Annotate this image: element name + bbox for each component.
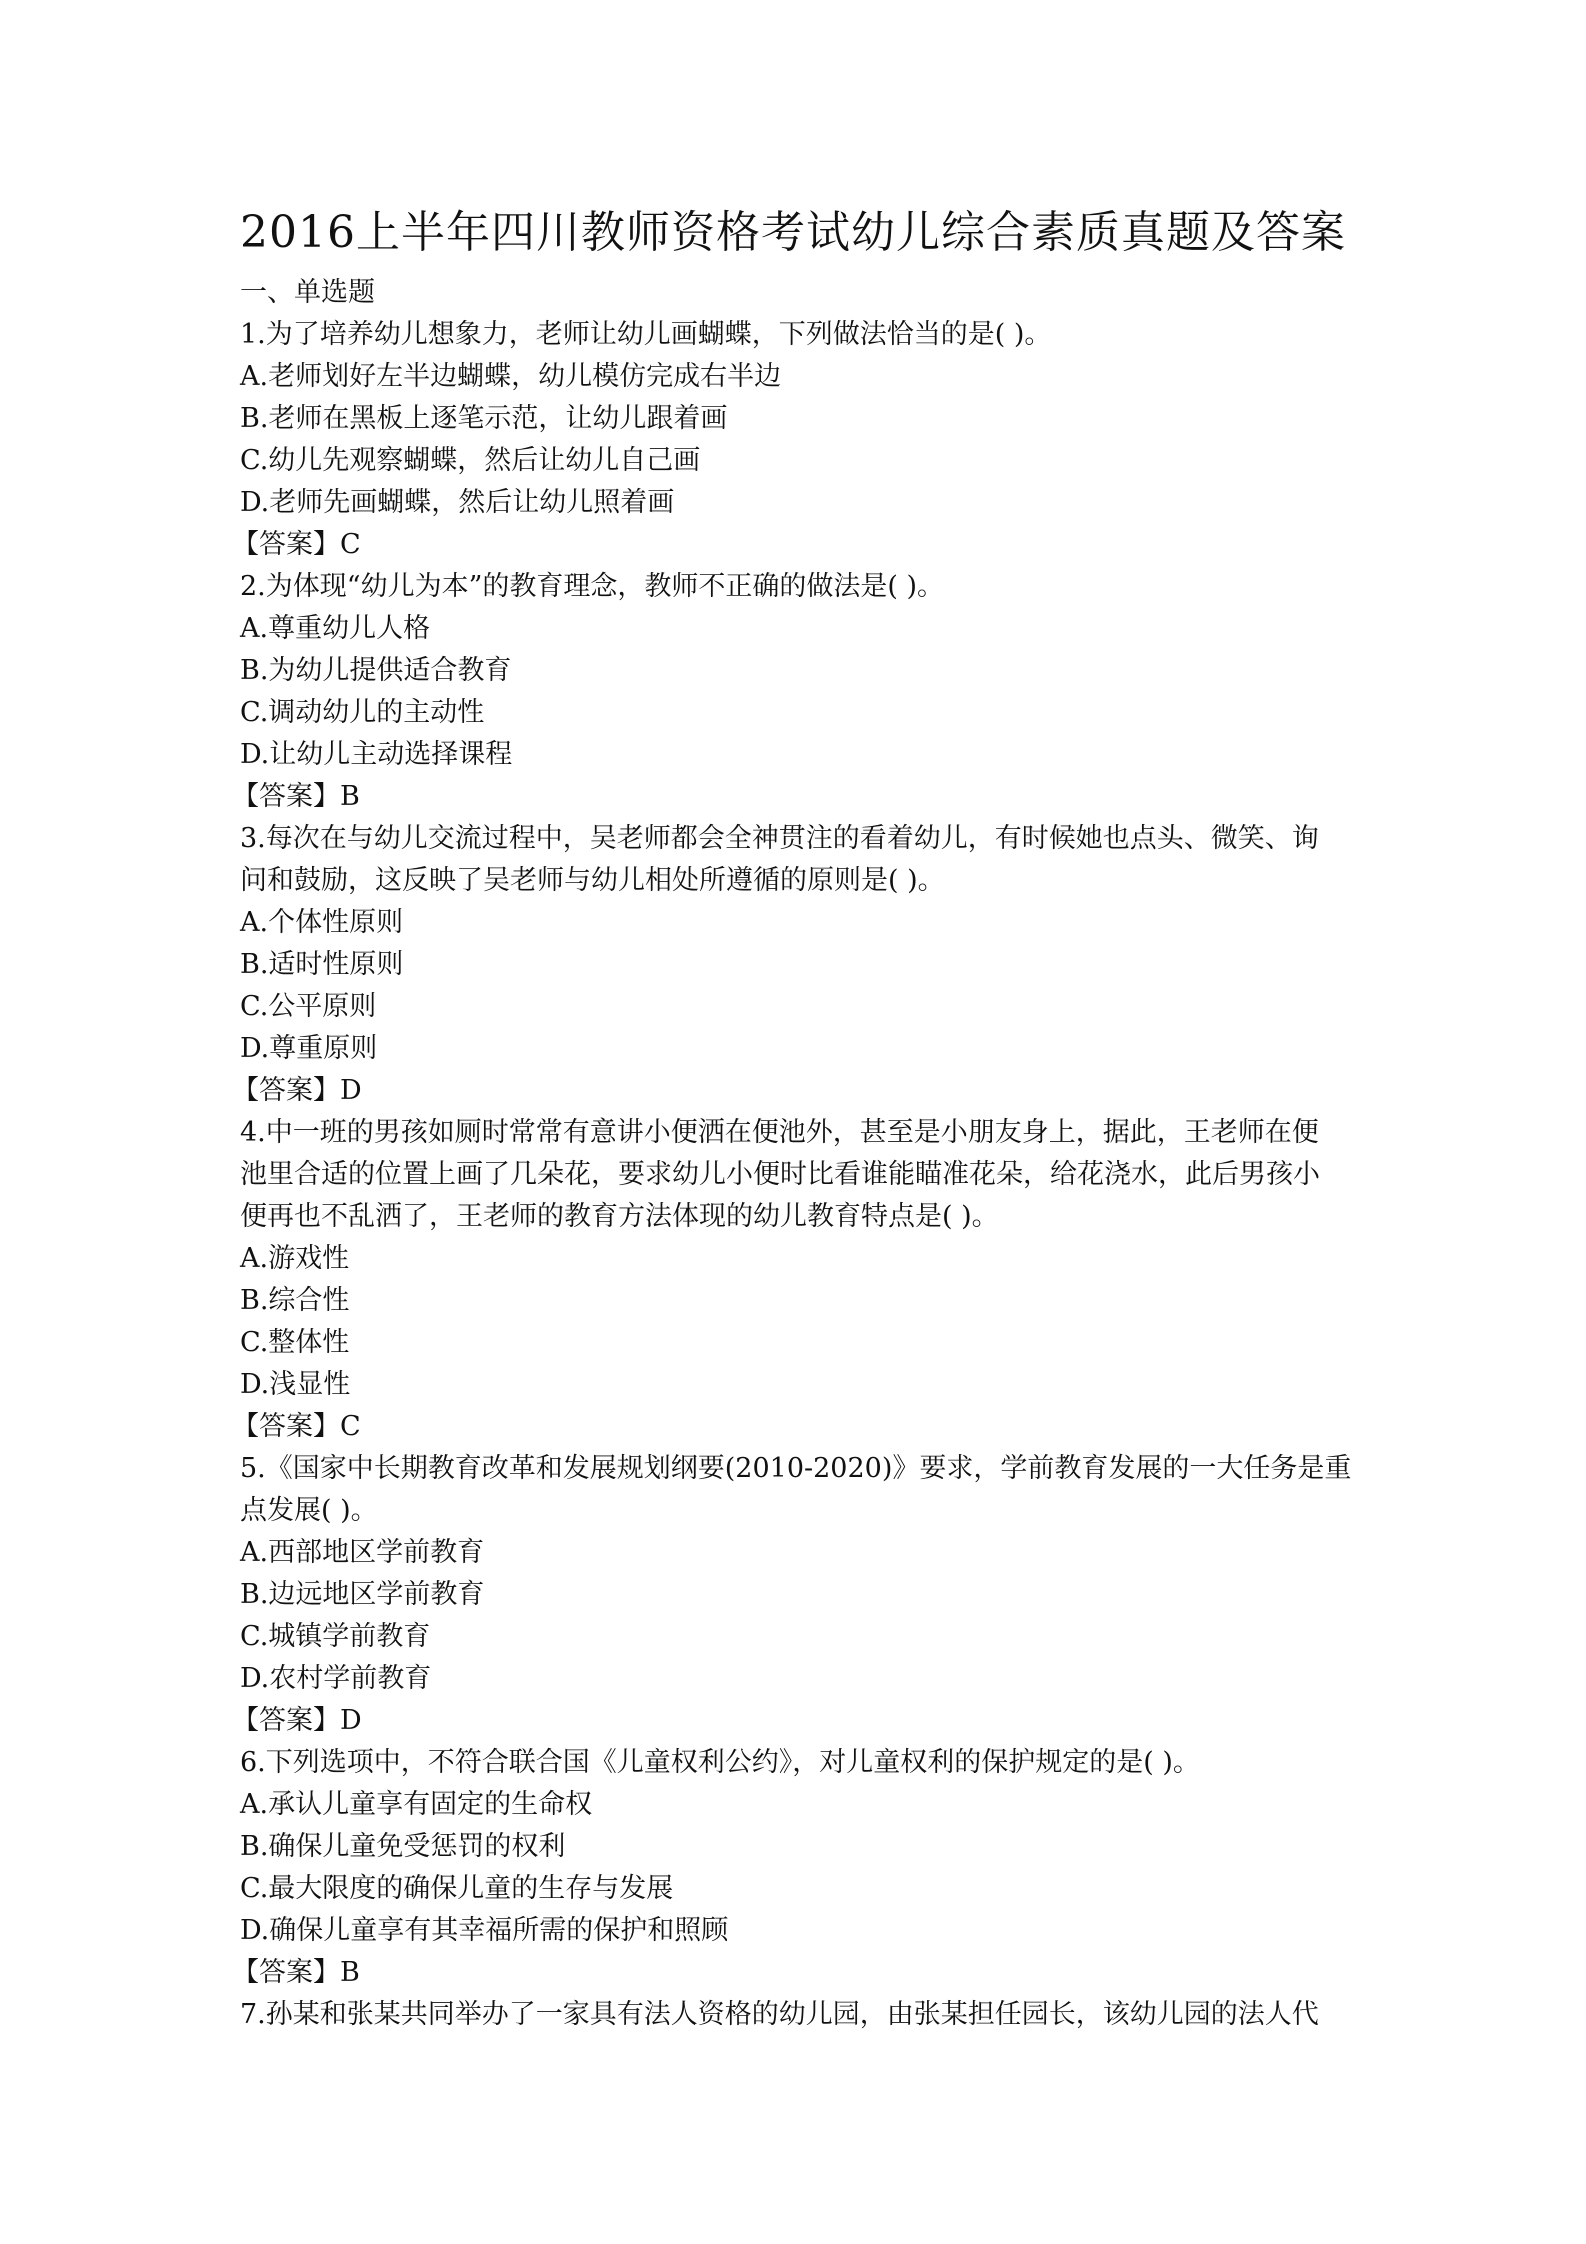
option-d: D.确保儿童享有其幸福所需的保护和照顾 <box>240 1915 729 1946</box>
option-d: D.浅显性 <box>240 1369 351 1400</box>
option-a: A.尊重幼儿人格 <box>240 613 431 644</box>
question-text: 3.每次在与幼儿交流过程中，吴老师都会全神贯注的看着幼儿，有时候她也点头、微笑、询 <box>240 823 1319 854</box>
question-text: 点发展( )。 <box>240 1495 378 1526</box>
question-7 <box>240 1994 1358 2036</box>
answer-label: 【答案】B <box>232 781 360 812</box>
question-6 <box>232 1742 1358 1994</box>
option-b: B.确保儿童免受惩罚的权利 <box>240 1831 566 1862</box>
question-text: 2.为体现“幼儿为本”的教育理念，教师不正确的做法是( )。 <box>240 571 945 602</box>
option-b: B.适时性原则 <box>240 949 404 980</box>
option-c: C.调动幼儿的主动性 <box>240 697 485 728</box>
question-text: 1.为了培养幼儿想象力，老师让幼儿画蝴蝶，下列做法恰当的是( )。 <box>240 319 1052 350</box>
option-c: C.公平原则 <box>240 991 377 1022</box>
option-d: D.让幼儿主动选择课程 <box>240 739 513 770</box>
question-text: 4.中一班的男孩如厕时常常有意讲小便洒在便池外，甚至是小朋友身上，据此，王老师在便 <box>240 1117 1319 1148</box>
option-a: A.西部地区学前教育 <box>240 1537 485 1568</box>
question-text: 7.孙某和张某共同举办了一家具有法人资格的幼儿园，由张某担任园长，该幼儿园的法人代 <box>240 1999 1319 2030</box>
option-a: A.游戏性 <box>240 1243 350 1274</box>
option-a: A.个体性原则 <box>240 907 404 938</box>
option-c: C.幼儿先观察蝴蝶，然后让幼儿自己画 <box>240 445 701 476</box>
question-text: 便再也不乱洒了，王老师的教育方法体现的幼儿教育特点是( )。 <box>240 1201 999 1232</box>
option-b: B.边远地区学前教育 <box>240 1579 485 1610</box>
question-2 <box>232 566 1358 818</box>
option-b: B.为幼儿提供适合教育 <box>240 655 512 686</box>
question-1 <box>232 314 1358 566</box>
option-b: B.老师在黑板上逐笔示范，让幼儿跟着画 <box>240 403 728 434</box>
question-text: 问和鼓励，这反映了吴老师与幼儿相处所遵循的原则是( )。 <box>240 865 945 896</box>
answer-label: 【答案】B <box>232 1957 360 1988</box>
option-c: C.最大限度的确保儿童的生存与发展 <box>240 1873 674 1904</box>
question-text: 6.下列选项中，不符合联合国《儿童权利公约》，对儿童权利的保护规定的是( )。 <box>240 1747 1200 1778</box>
question-3 <box>232 818 1358 1112</box>
answer-label: 【答案】D <box>232 1075 362 1106</box>
question-4 <box>232 1112 1358 1448</box>
answer-label: 【答案】C <box>232 529 361 560</box>
question-5 <box>232 1448 1358 1742</box>
option-a: A.老师划好左半边蝴蝶，幼儿模仿完成右半边 <box>240 361 782 392</box>
option-d: D.尊重原则 <box>240 1033 378 1064</box>
question-text: 池里合适的位置上画了几朵花，要求幼儿小便时比看谁能瞄准花朵，给花浇水，此后男孩小 <box>240 1159 1320 1190</box>
option-d: D.农村学前教育 <box>240 1663 432 1694</box>
answer-label: 【答案】D <box>232 1705 362 1736</box>
option-b: B.综合性 <box>240 1285 350 1316</box>
document-title: 2016上半年四川教师资格考试幼儿综合素质真题及答案 <box>240 207 1346 258</box>
answer-label: 【答案】C <box>232 1411 361 1442</box>
question-text: 5.《国家中长期教育改革和发展规划纲要(2010-2020)》要求，学前教育发展的一大任务是重 <box>240 1453 1352 1484</box>
section-heading: 一、单选题 <box>240 277 375 308</box>
option-c: C.整体性 <box>240 1327 350 1358</box>
option-c: C.城镇学前教育 <box>240 1621 431 1652</box>
option-a: A.承认儿童享有固定的生命权 <box>240 1789 593 1820</box>
option-d: D.老师先画蝴蝶，然后让幼儿照着画 <box>240 487 675 518</box>
document-body <box>232 272 1358 2036</box>
